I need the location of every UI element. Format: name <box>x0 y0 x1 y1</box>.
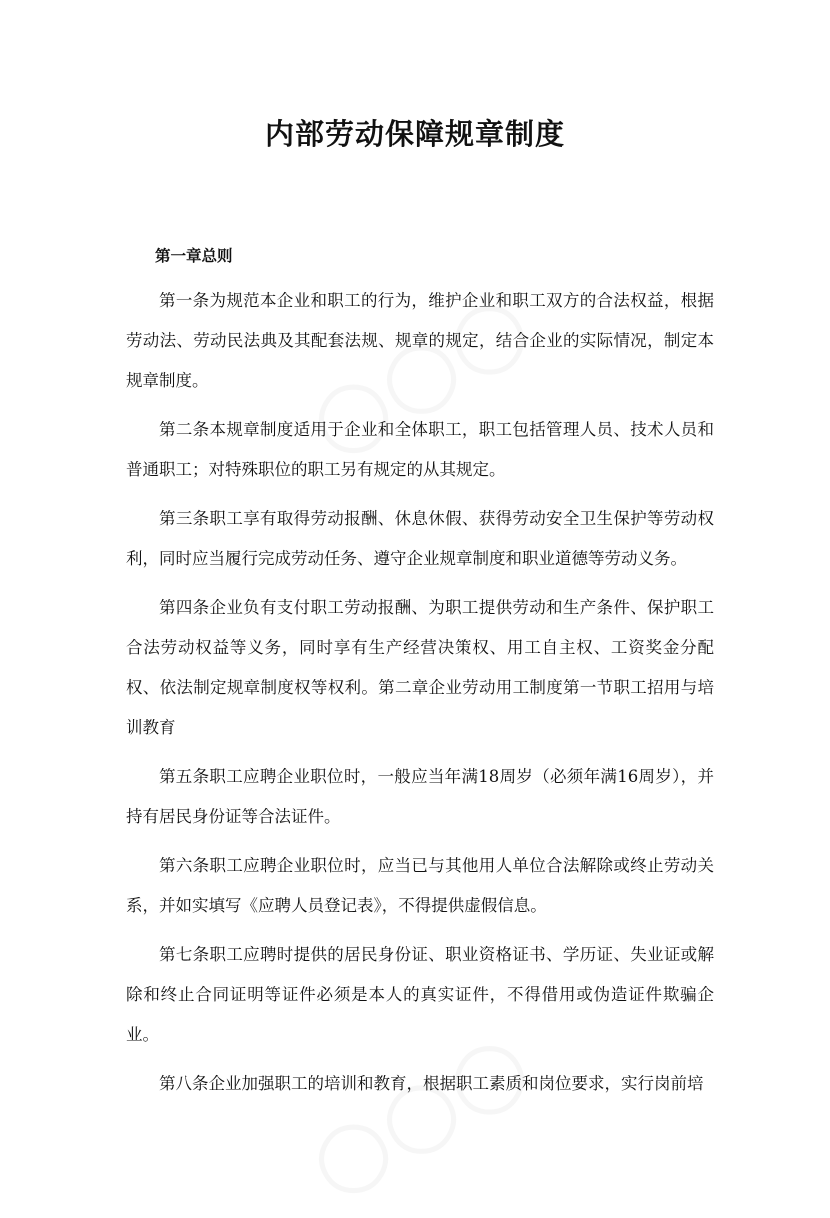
article-paragraph: 第八条企业加强职工的培训和教育，根据职工素质和岗位要求，实行岗前培 <box>159 1074 704 1093</box>
article-paragraph: 第七条职工应聘时提供的居民身份证、职业资格证书、学历证、失业证或解除和终止合同证明等证件必须是本人的真实证件，不得借用或伪造证件欺骗企业。 <box>126 945 714 1044</box>
chapter-heading: 第一章总则 <box>155 246 233 265</box>
article-paragraph: 第一条为规范本企业和职工的行为，维护企业和职工双方的合法权益，根据劳动法、劳动民法典及其配套法规、规章的规定，结合企业的实际情况，制定本规章制度。 <box>126 291 714 390</box>
article-paragraph: 第五条职工应聘企业职位时，一般应当年满18周岁（必须年满16周岁），并持有居民身份证等合法证件。 <box>126 767 714 826</box>
document-title: 内部劳动保障规章制度 <box>264 117 565 151</box>
article-paragraph: 第六条职工应聘企业职位时，应当已与其他用人单位合法解除或终止劳动关系，并如实填写《应聘人员登记表》，不得提供虚假信息。 <box>126 856 714 915</box>
article-paragraph: 第四条企业负有支付职工劳动报酬、为职工提供劳动和生产条件、保护职工合法劳动权益等义务，同时享有生产经营决策权、用工自主权、工资奖金分配权、依法制定规章制度权等权利。第二章企业劳动用工制度第一节职工招用与培训教育 <box>126 598 714 737</box>
article-paragraph: 第三条职工享有取得劳动报酬、休息休假、获得劳动安全卫生保护等劳动权利，同时应当履行完成劳动任务、遵守企业规章制度和职业道德等劳动义务。 <box>126 509 714 568</box>
article-paragraph: 第二条本规章制度适用于企业和全体职工，职工包括管理人员、技术人员和普通职工；对特殊职位的职工另有规定的从其规定。 <box>126 420 714 479</box>
document-body <box>126 237 714 1113</box>
